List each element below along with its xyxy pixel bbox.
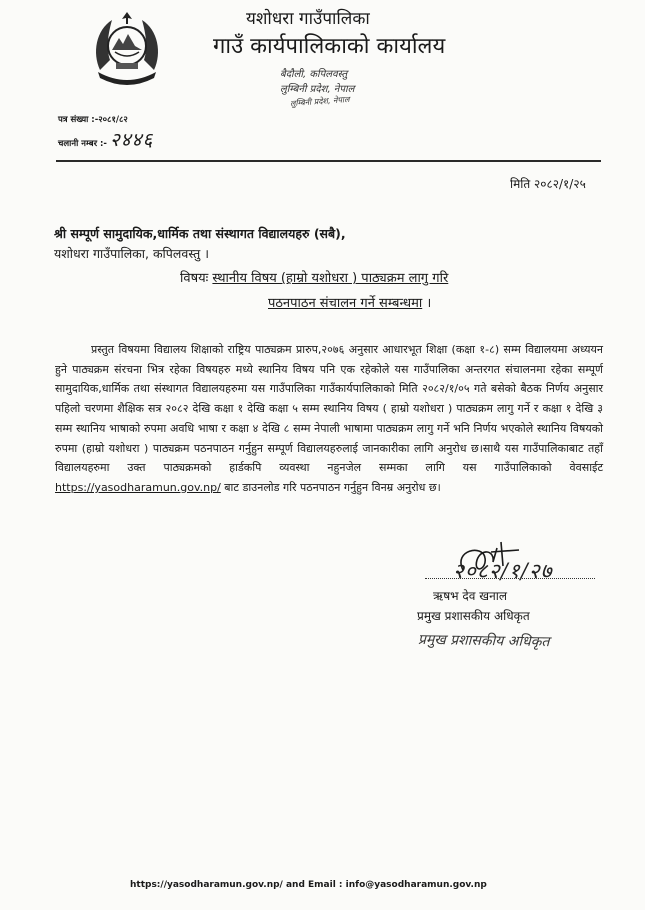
designation-stamp: प्रमुख प्रशासकीय अधिकृत	[417, 631, 550, 651]
dispatch-number-row	[58, 126, 153, 152]
footer-email-label: and Email :	[282, 880, 346, 890]
address-line-1: बैदौली, कपिलवस्तु	[280, 69, 348, 80]
subject-label: विषयः	[180, 271, 209, 286]
website-link[interactable]: https://yasodharamun.gov.np/	[55, 480, 221, 494]
signatory-name: ऋषभ देव खनाल	[433, 589, 508, 603]
body-part-1: प्रस्तुत विषयमा विद्यालय शिक्षाको राष्ट्रिय पाठ्यक्रम प्रारुप,२०७६ अनुसार आधारभूत शिक्षा (कक्षा १-८) सम्म विद्यालयमा अध्ययन हुने पाठ्यक्रम संरचना भित्र रहेका विषयहरु मध्ये स्थानिय विषय पनि एक रहेकोले यस गाउँपालिका अन्तरगत संचालनमा रहेका सम्पूर्ण सामुदायिक,धार्मिक तथा संस्थागत विद्यालयहरुमा यस गाउँपालिका गाउँकार्यपालिकाको मिति २०८२/१/०५ गते बसेको बैठक निर्णय अनुसार पहिलो चरणमा शैक्षिक सत्र २०८२ देखि कक्षा १ देखि कक्षा ५ सम्म स्थानिय विषय ( हाम्रो यशोधरा ) पाठ्यक्रम लागु गर्ने र कक्षा १ देखि ३ सम्म स्थानिय भाषाको रुपमा अवधि भाषा र कक्षा ४ देखि ८ सम्म नेपाली भाषामा पाठ्यक्रम लागु गर्ने भनि निर्णय भएकोले स्थानिय विषयको रुपमा (हाम्रो यशोधरा ) पाठ्यक्रम पठनपाठन गर्नुहुन सम्पूर्ण विद्यालयहरुलाई जानकारीका लागि अनुरोध छ।साथै यस गाउँपालिकाबाट तहाँ विद्यालयहरुमा उक्त पाठ्यक्रमको हार्डकपि व्यवस्था नहुनजेल सम्मका लागि यस गाउँपालिकाको वेवसाईट	[55, 343, 603, 475]
nepal-emblem-icon	[88, 8, 166, 86]
municipality-name: यशोधरा गाउँपालिका	[246, 9, 370, 29]
signature-date: २०८२/१/२७	[453, 559, 553, 583]
footer-email[interactable]: info@yasodharamun.gov.np	[345, 880, 487, 890]
address-line-3: लुम्बिनी प्रदेश, नेपाल	[289, 94, 350, 109]
signatory-designation: प्रमुख प्रशासकीय अधिकृत	[417, 609, 530, 623]
signature-dotted-line	[425, 578, 595, 579]
footer	[130, 880, 487, 890]
letter-body	[55, 340, 603, 498]
signature	[423, 540, 623, 588]
subject-line-1	[180, 268, 448, 286]
footer-website[interactable]: https://yasodharamun.gov.np/	[130, 880, 283, 890]
subject-text-1: स्थानीय विषय (हाम्रो यशोधरा ) पाठ्यक्रम लागु गरि	[212, 271, 449, 286]
address-line-2: लुम्बिनी प्रदेश, नेपाल	[280, 84, 355, 95]
dispatch-label: चलानी नम्बर :-	[58, 139, 107, 149]
body-part-2: बाट डाउनलोड गरि पठनपाठन गर्नुहुन विनम्र अनुरोध छ।	[220, 480, 441, 494]
subject-end: ।	[422, 296, 432, 311]
header-divider	[56, 160, 601, 162]
office-name: गाउँ कार्यपालिकाको कार्यालय	[213, 34, 446, 59]
letter-date: मिति २०८२/१/२५	[510, 177, 586, 191]
dispatch-number: २४४६	[109, 129, 154, 151]
recipient-line-2: यशोधरा गाउँपालिका, कपिलवस्तु ।	[54, 246, 210, 261]
reference-number: पत्र संख्या :-२०८१/८२	[58, 115, 128, 125]
subject-text-2: पठनपाठन संचालन गर्ने सम्बन्धमा	[268, 296, 423, 311]
recipient-line-1: श्री सम्पूर्ण सामुदायिक,धार्मिक तथा संस्थागत विद्यालयहरु (सबै),	[54, 226, 346, 241]
subject-line-2	[268, 293, 431, 311]
